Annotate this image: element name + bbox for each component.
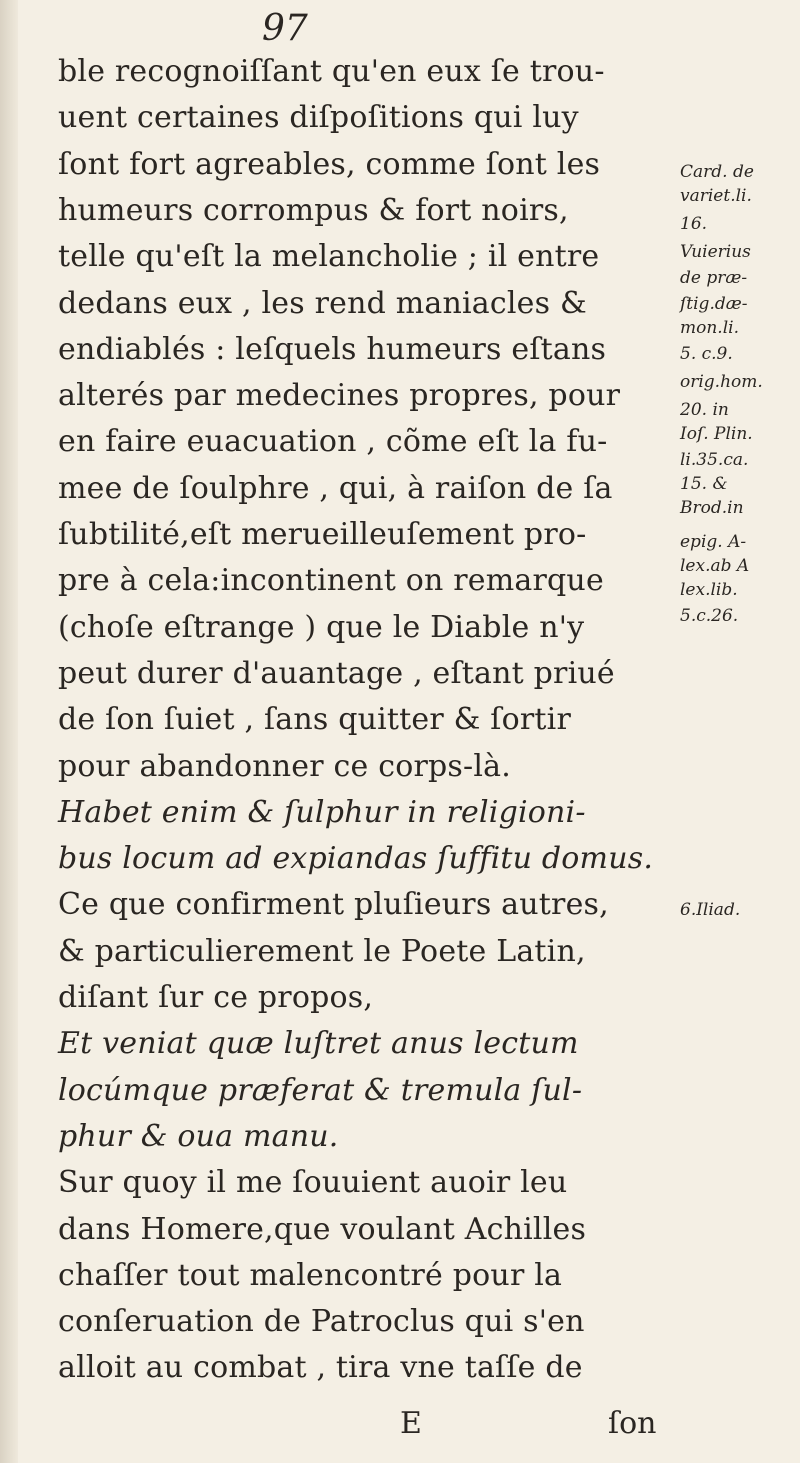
text-line: peut durer d'auantage , eſtant priué [58, 655, 615, 691]
margin-note: 16. [680, 214, 708, 234]
margin-note: li.35.ca. [680, 450, 749, 470]
text-line: ſubtilité,eſt merueilleuſement pro- [58, 517, 587, 552]
text-line: pour abandonner ce corps-là. [58, 748, 511, 784]
margin-note: epig. A- [680, 532, 747, 552]
text-line: telle qu'eſt la melancholie ; il entre [58, 239, 600, 275]
text-line: Et veniat quæ luſtret anus lectum [58, 1026, 579, 1062]
page-number: 97 [262, 8, 308, 49]
text-line: phur & oua manu. [58, 1118, 339, 1154]
margin-note: 5. c.9. [680, 344, 733, 364]
text-line: conſeruation de Patroclus qui s'en [58, 1304, 585, 1340]
text-line: bus locum ad expiandas ſuffitu domus. [58, 841, 654, 877]
text-line: ble recognoiſſant qu'en eux ſe trou- [58, 54, 605, 89]
margin-note: mon.li. [680, 318, 739, 338]
margin-note: lex.ab A [680, 556, 750, 576]
margin-note: lex.lib. [680, 580, 738, 600]
margin-note: ſtig.dæ- [680, 294, 748, 314]
margin-note: Card. de [680, 162, 754, 182]
margin-note: orig.hom. [680, 372, 763, 392]
text-line: locúmque præferat & tremula ſul- [58, 1072, 583, 1108]
text-line: mee de ſoulphre , qui, à raiſon de ſa [58, 470, 613, 506]
text-line: (choſe eſtrange ) que le Diable n'y [58, 609, 585, 645]
signature-mark: E [400, 1406, 422, 1441]
margin-note: Brod.in [680, 498, 744, 518]
text-line: alterés par medecines propres, pour [58, 378, 621, 414]
text-line: dedans eux , les rend maniacles & [58, 285, 587, 321]
text-line: alloit au combat , tira vne taſſe de [58, 1350, 583, 1386]
text-line: humeurs corrompus & fort noirs, [58, 192, 569, 228]
text-line: pre à cela:incontinent on remarque [58, 563, 604, 599]
text-line: de ſon ſuiet , ſans quitter & ſortir [58, 702, 571, 738]
margin-note: variet.li. [680, 186, 752, 206]
margin-note: Vuierius [680, 242, 751, 262]
margin-note: de præ- [680, 268, 748, 288]
text-line: diſant ſur ce propos, [58, 980, 374, 1015]
margin-note: 15. & [680, 474, 728, 494]
text-line: dans Homere,que voulant Achilles [58, 1211, 587, 1247]
text-line: Ce que confirment pluſieurs autres, [58, 887, 609, 923]
text-line: ſont fort agreables, comme ſont les [58, 146, 601, 182]
text-line: chaſſer tout malencontré pour la [58, 1257, 563, 1293]
text-line: endiablés : leſquels humeurs eſtans [58, 331, 607, 367]
text-line: en faire euacuation , cõme eſt la fu- [58, 424, 608, 460]
page-gutter [0, 0, 18, 1463]
text-line: Sur quoy il me ſouuient auoir leu [58, 1165, 568, 1201]
margin-note: 6.Iliad. [680, 900, 741, 920]
text-line: & particulierement le Poete Latin, [58, 933, 586, 969]
text-line: Habet enim & ſulphur in religioni- [58, 794, 586, 830]
margin-note: 20. in [680, 400, 729, 420]
margin-note: 5.c.26. [680, 606, 739, 626]
catchword: ſon [608, 1406, 657, 1441]
text-line: uent certaines diſpoſitions qui luy [58, 100, 579, 136]
margin-note: Ioſ. Plin. [680, 424, 753, 444]
